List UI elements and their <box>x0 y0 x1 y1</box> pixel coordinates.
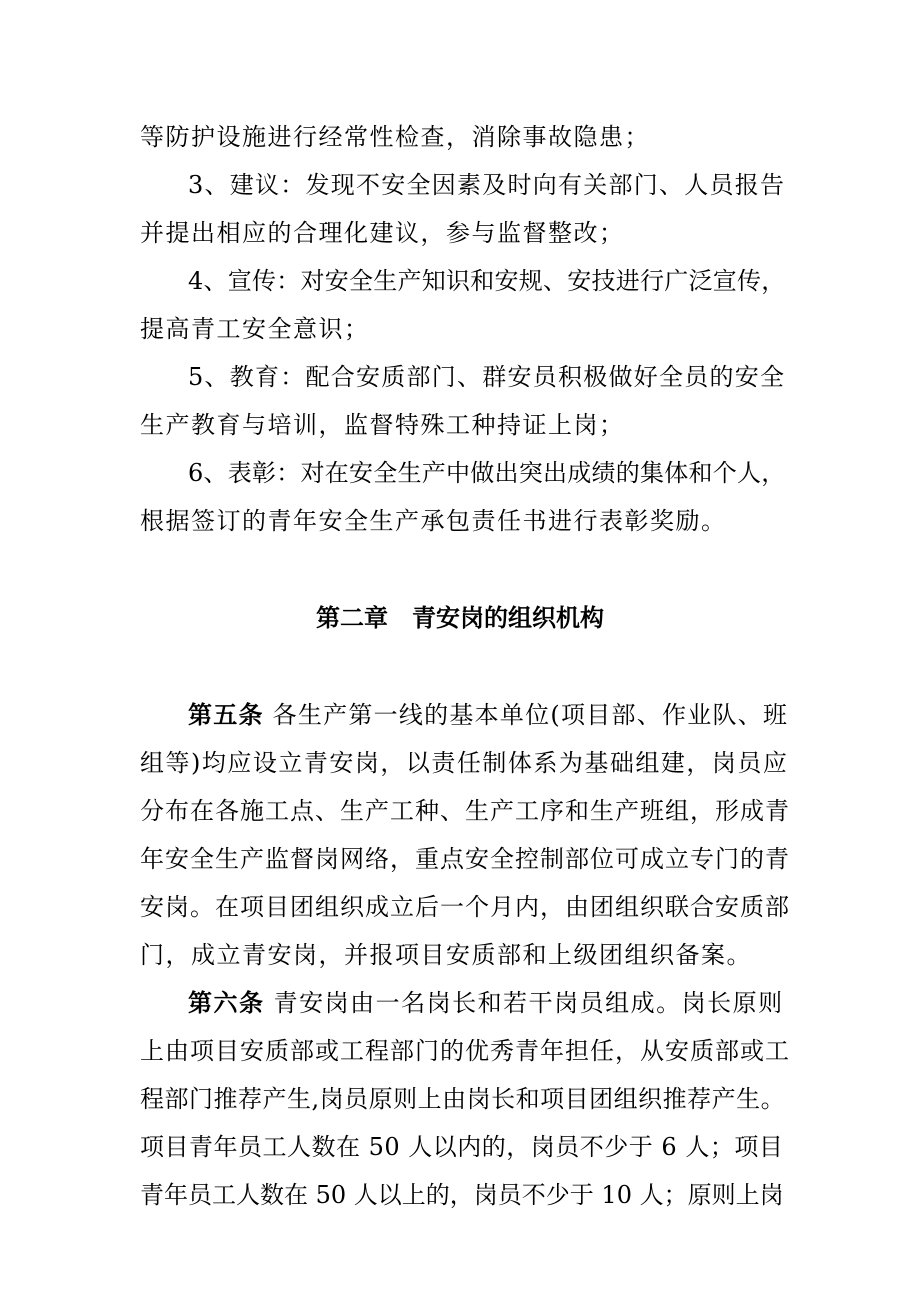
article-5-first-line <box>188 700 788 730</box>
text-line: 分布在各施工点、生产工种、生产工序和生产班组，形成青 <box>140 797 790 825</box>
text-line: 安岗。在项目团组织成立后一个月内，由团组织联合安质部 <box>140 893 790 921</box>
list-item-suggestion: 3、建议：发现不安全因素及时向有关部门、人员报告 <box>188 171 786 199</box>
list-item-commendation: 6、表彰：对在安全生产中做出突出成绩的集体和个人， <box>188 459 786 487</box>
article-6-label: 第六条 <box>188 989 265 1017</box>
text-line: 并提出相应的合理化建议，参与监督整改； <box>140 219 625 247</box>
chapter-heading: 第二章 青安岗的组织机构 <box>316 604 604 632</box>
list-item-education: 5、教育：配合安质部门、群安员积极做好全员的安全 <box>188 363 786 391</box>
article-5-label: 第五条 <box>188 701 264 729</box>
text-line: 上由项目安质部或工程部门的优秀青年担任，从安质部或工 <box>140 1037 790 1065</box>
text-line: 生产教育与培训，监督特殊工种持证上岗； <box>140 411 625 439</box>
text-line: 程部门推荐产生,岗员原则上由岗长和项目团组织推荐产生。 <box>140 1085 786 1113</box>
article-5-text: 各生产第一线的基本单位(项目部、作业队、班 <box>263 701 789 729</box>
text-line: 等防护设施进行经常性检查，消除事故隐患； <box>140 123 650 151</box>
text-line: 年安全生产监督岗网络，重点安全控制部位可成立专门的青 <box>140 845 790 873</box>
text-line: 项目青年员工人数在 50 人以内的，岗员不少于 6 人；项目 <box>140 1133 784 1161</box>
text-line: 青年员工人数在 50 人以上的，岗员不少于 10 人；原则上岗 <box>140 1181 784 1209</box>
text-line: 门，成立青安岗，并报项目安质部和上级团组织备案。 <box>140 941 752 969</box>
article-6-text: 青安岗由一名岗长和若干岗员组成。岗长原则 <box>264 989 784 1017</box>
text-line: 组等)均应设立青安岗，以责任制体系为基础组建，岗员应 <box>140 749 789 777</box>
list-item-publicity: 4、宣传：对安全生产知识和安规、安技进行广泛宣传， <box>188 267 786 295</box>
text-line: 根据签订的青年安全生产承包责任书进行表彰奖励。 <box>140 507 727 535</box>
article-6-first-line <box>188 988 784 1018</box>
text-line: 提高青工安全意识； <box>140 315 370 343</box>
